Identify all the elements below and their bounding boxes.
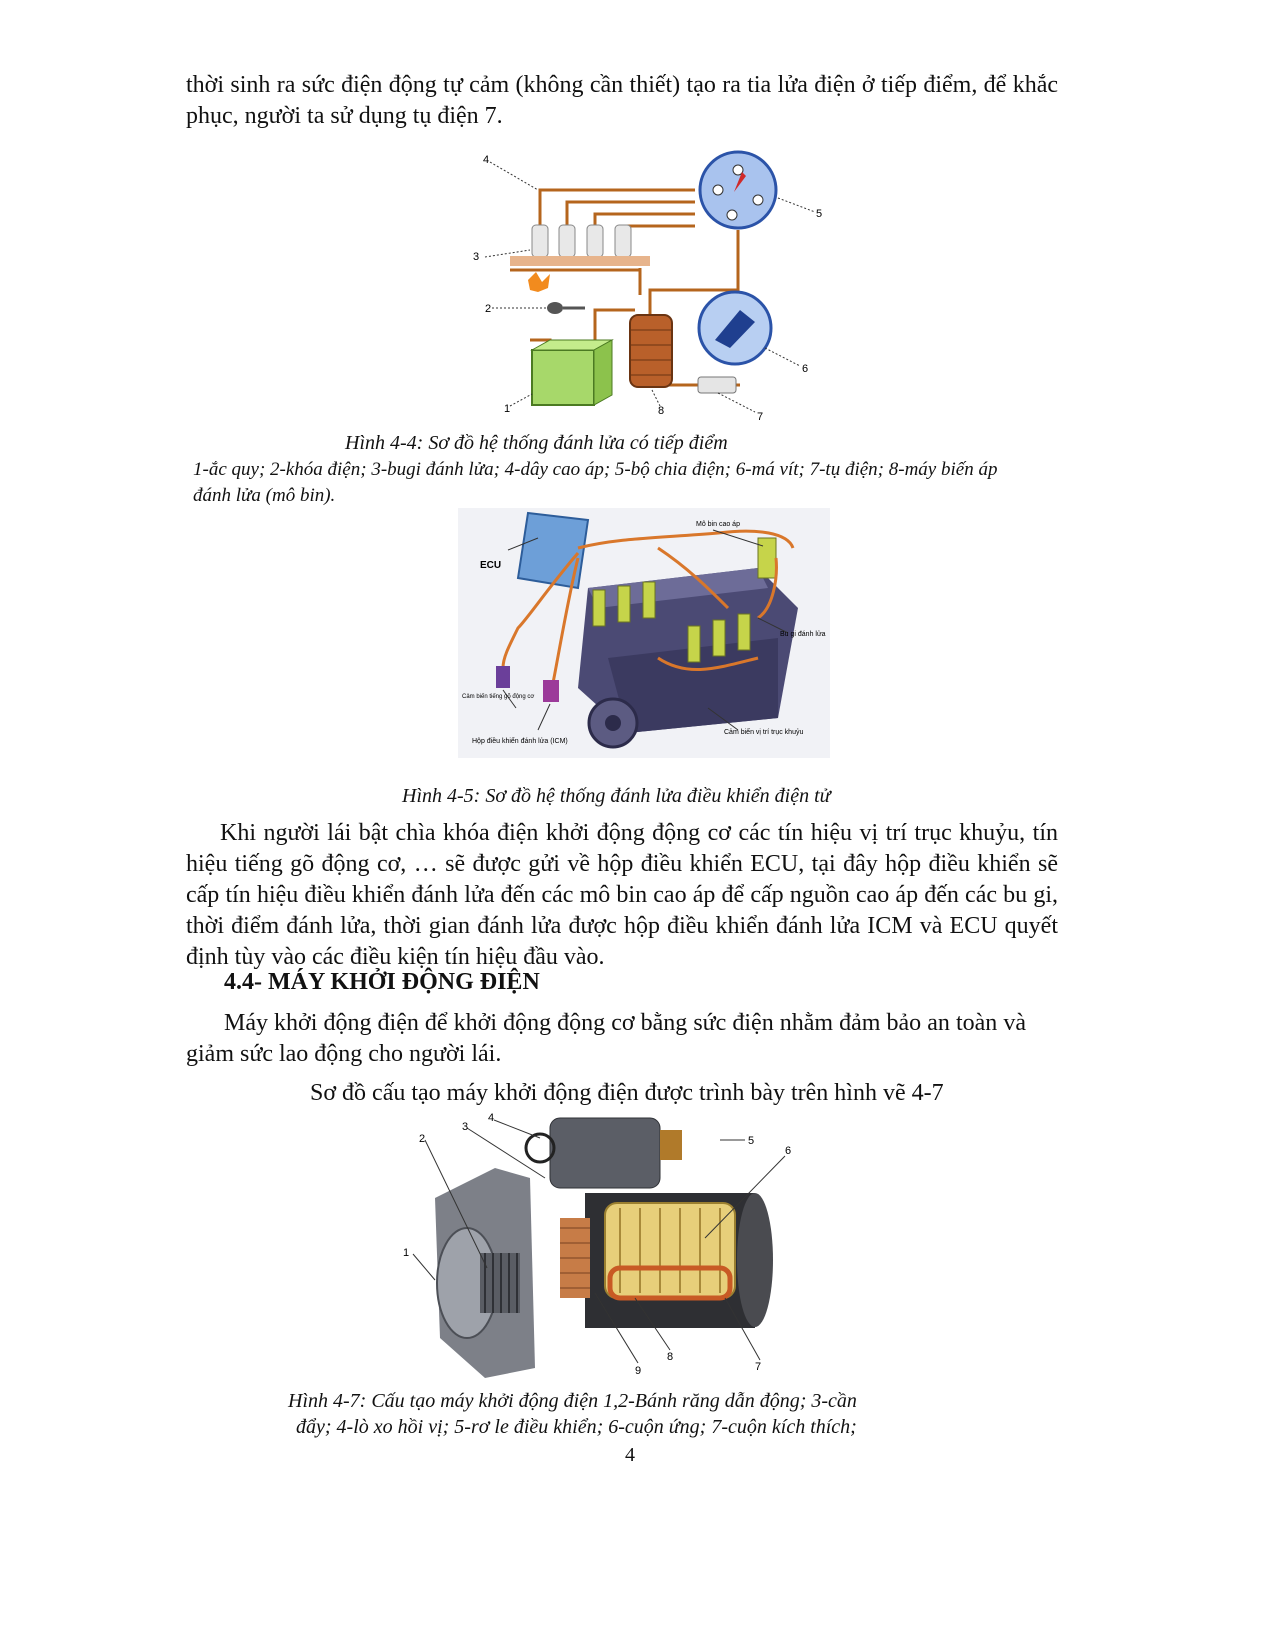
fig45-label-ecu: ECU xyxy=(480,560,502,571)
fig44-label-5: 5 xyxy=(816,208,823,220)
figure-4-5-electronic-ignition xyxy=(458,508,830,758)
fig44-label-3: 3 xyxy=(473,251,480,263)
page-number: 4 xyxy=(625,1444,635,1466)
figure-4-4-ignition-diagram xyxy=(470,150,840,420)
fig47-label-2: 2 xyxy=(419,1133,426,1145)
fig47-label-8: 8 xyxy=(667,1351,674,1363)
figure-4-4-caption: Hình 4-4: Sơ đồ hệ thống đánh lửa có tiếp điểm xyxy=(345,432,728,454)
paragraph-figure-4-7-intro: Sơ đồ cấu tạo máy khởi động điện được trình bày trên hình vẽ 4-7 xyxy=(310,1080,944,1106)
figure-4-7-caption-line-1: Hình 4-7: Cấu tạo máy khởi động điện 1,2-Bánh răng dẫn động; 3-cần xyxy=(288,1390,857,1412)
paragraph-top: thời sinh ra sức điện động tự cảm (không cần thiết) tạo ra tia lửa điện ở tiếp điểm, để khắc phục, người ta sử dụng tụ điện 7. xyxy=(186,72,1058,129)
fig44-label-7: 7 xyxy=(757,411,764,420)
paragraph-ecu: Khi người lái bật chìa khóa điện khởi động động cơ các tín hiệu vị trí trục khuỷu, tín hiệu tiếng gõ động cơ, … sẽ được gửi về hộp điều khiển ECU, tại đây hộp điều khiển sẽ cấp tín hiệu điều khiển đánh lửa đến các mô bin cao áp để cấp nguồn cao áp đến các bu gi, thời điểm đánh lửa, thời gian đánh lửa được hộp điều khiển đánh lửa ICM và ECU quyết định tùy vào các điều kiện tín hiệu đầu vào. xyxy=(186,820,1058,970)
fig47-label-6: 6 xyxy=(785,1145,792,1157)
paragraph-starter: Máy khởi động điện để khởi động động cơ bằng sức điện nhằm đảm bảo an toàn và giảm sức lao động cho người lái. xyxy=(186,1010,1026,1067)
fig47-label-1: 1 xyxy=(403,1247,410,1259)
fig45-label-crank: Cảm biến vị trí trục khuỷu xyxy=(724,729,804,736)
fig47-label-4: 4 xyxy=(488,1112,495,1124)
fig47-label-3: 3 xyxy=(462,1121,469,1133)
fig44-label-2: 2 xyxy=(485,303,492,315)
section-heading: 4.4- MÁY KHỞI ĐỘNG ĐIỆN xyxy=(224,969,540,995)
fig47-label-7: 7 xyxy=(755,1361,762,1373)
fig45-label-knock: Cảm biến tiếng gõ động cơ xyxy=(462,694,535,700)
figure-4-7-caption-line-2: đẩy; 4-lò xo hồi vị; 5-rơ le điều khiển; 6-cuộn ứng; 7-cuộn kích thích; xyxy=(296,1416,857,1438)
fig44-label-1: 1 xyxy=(504,403,511,415)
figure-4-4-legend: 1-ắc quy; 2-khóa điện; 3-bugi đánh lửa; 4-dây cao áp; 5-bộ chia điện; 6-má vít; 7-tụ điện; 8-máy biến áp đánh lửa (mô bin). xyxy=(193,459,998,506)
fig44-label-6: 6 xyxy=(802,363,809,375)
fig47-label-9: 9 xyxy=(635,1365,642,1377)
fig45-label-icm: Hộp điều khiển đánh lửa (ICM) xyxy=(472,738,568,745)
fig44-label-8: 8 xyxy=(658,405,665,417)
fig44-label-4: 4 xyxy=(483,154,490,166)
fig45-label-coil: Mô bin cao áp xyxy=(696,521,740,528)
figure-4-7-starter-motor xyxy=(395,1108,805,1383)
figure-4-5-caption: Hình 4-5: Sơ đồ hệ thống đánh lửa điều khiển điện tử xyxy=(402,785,831,807)
fig47-label-5: 5 xyxy=(748,1135,755,1147)
fig45-label-spark: Bu gi đánh lửa xyxy=(780,631,826,638)
